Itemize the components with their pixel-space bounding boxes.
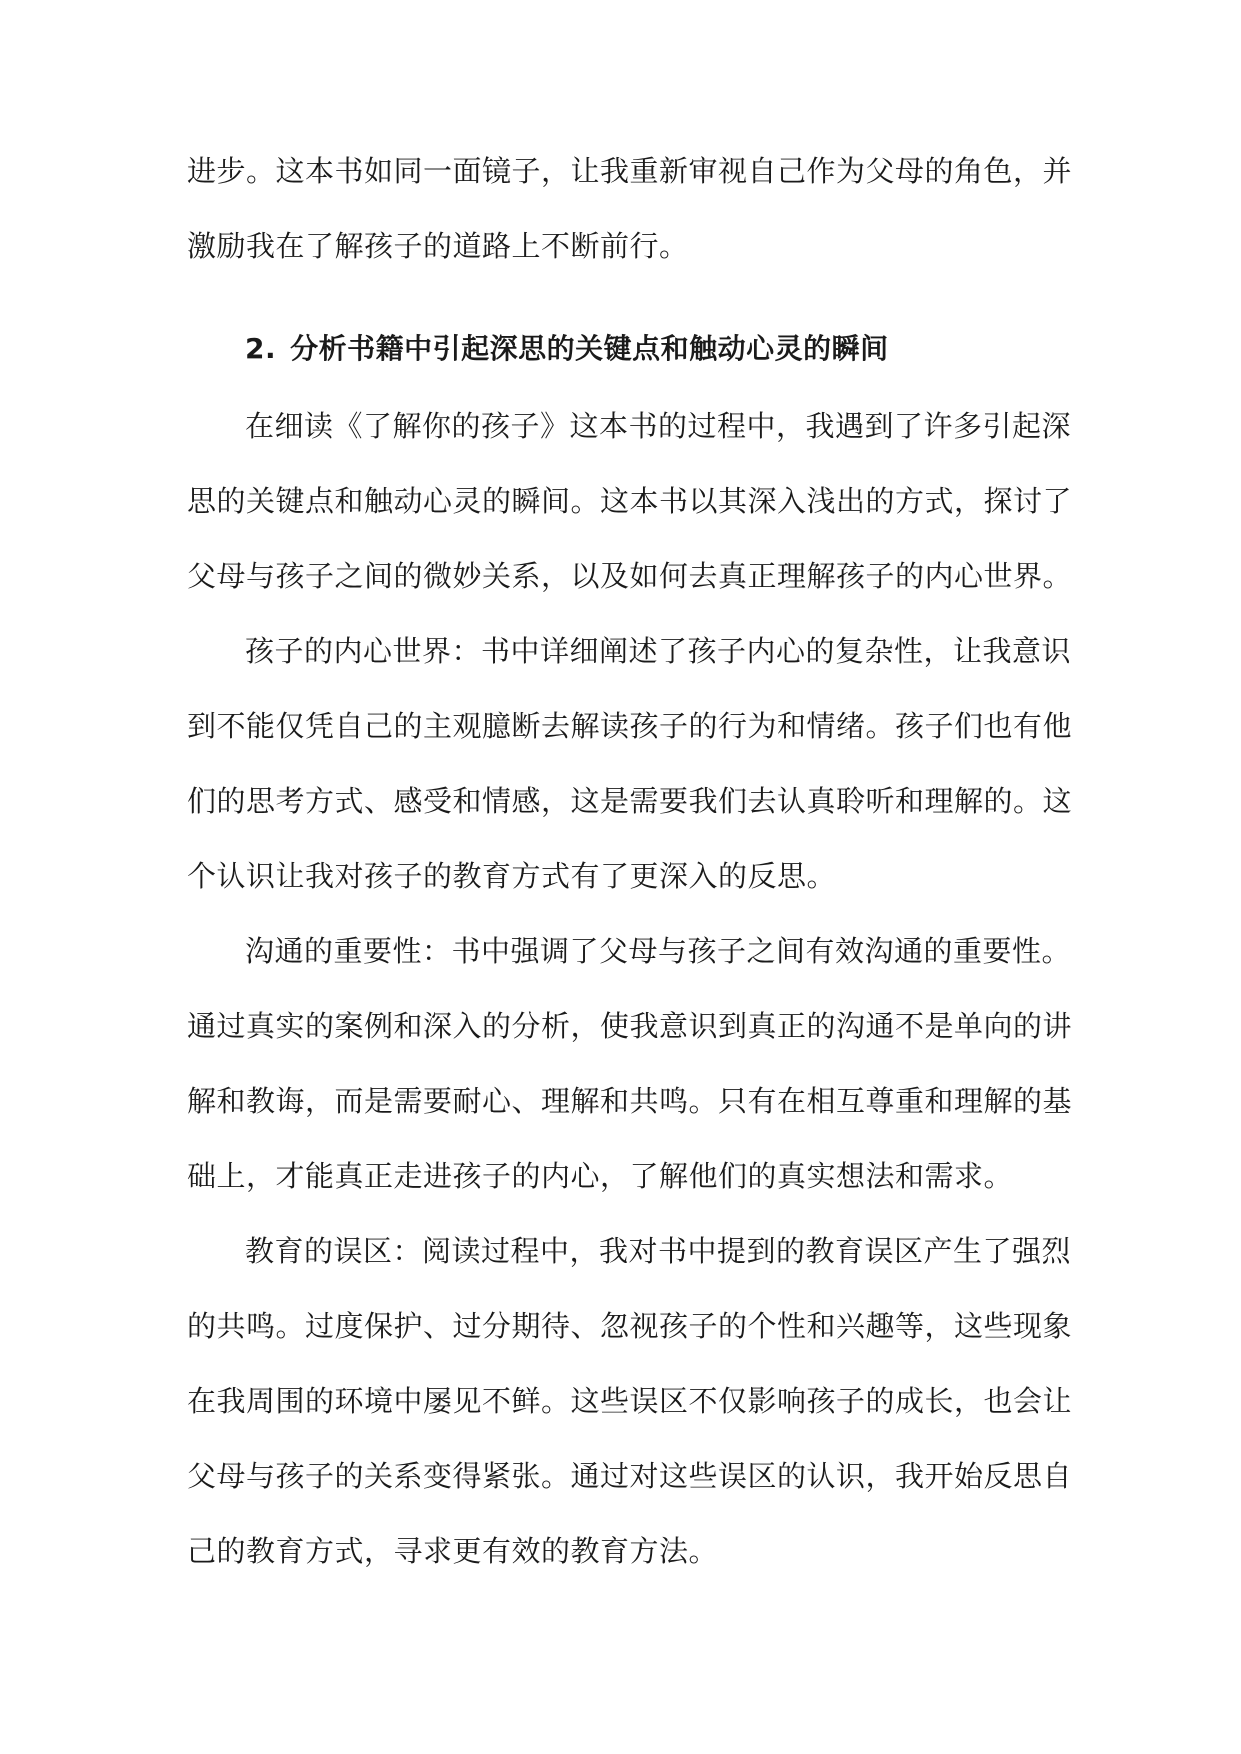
section-title: 分析书籍中引起深思的关键点和触动心灵的瞬间 — [290, 332, 889, 365]
text-line: 沟通的重要性：书中强调了父母与孩子之间有效沟通的重要性。 — [245, 934, 1072, 968]
section-heading — [0, 319, 1241, 379]
text-line: 己的教育方式，寻求更有效的教育方法。 — [187, 1534, 719, 1568]
text-line: 解和教诲，而是需要耐心、理解和共鸣。只有在相互尊重和理解的基 — [187, 1084, 1073, 1118]
section-number: 2. — [245, 332, 277, 365]
text-line: 激励我在了解孩子的道路上不断前行。 — [187, 229, 689, 263]
text-line: 进步。这本书如同一面镜子，让我重新审视自己作为父母的角色，并 — [187, 154, 1073, 188]
text-line: 思的关键点和触动心灵的瞬间。这本书以其深入浅出的方式，探讨了 — [187, 484, 1073, 518]
text-line: 通过真实的案例和深入的分析，使我意识到真正的沟通不是单向的讲 — [187, 1009, 1073, 1043]
text-line: 在我周围的环境中屡见不鲜。这些误区不仅影响孩子的成长，也会让 — [187, 1384, 1073, 1418]
text-line: 孩子的内心世界：书中详细阐述了孩子内心的复杂性，让我意识 — [245, 634, 1072, 668]
text-line: 个认识让我对孩子的教育方式有了更深入的反思。 — [187, 859, 837, 893]
text-line: 们的思考方式、感受和情感，这是需要我们去认真聆听和理解的。这 — [187, 784, 1073, 818]
text-line: 父母与孩子的关系变得紧张。通过对这些误区的认识，我开始反思自 — [187, 1459, 1073, 1493]
text-line: 的共鸣。过度保护、过分期待、忽视孩子的个性和兴趣等，这些现象 — [187, 1309, 1073, 1343]
text-line: 础上，才能真正走进孩子的内心，了解他们的真实想法和需求。 — [187, 1159, 1014, 1193]
text-line: 在细读《了解你的孩子》这本书的过程中，我遇到了许多引起深 — [245, 409, 1072, 443]
text-line: 到不能仅凭自己的主观臆断去解读孩子的行为和情绪。孩子们也有他 — [187, 709, 1073, 743]
text-line: 教育的误区：阅读过程中，我对书中提到的教育误区产生了强烈 — [245, 1234, 1072, 1268]
text-line: 父母与孩子之间的微妙关系，以及如何去真正理解孩子的内心世界。 — [187, 559, 1073, 593]
